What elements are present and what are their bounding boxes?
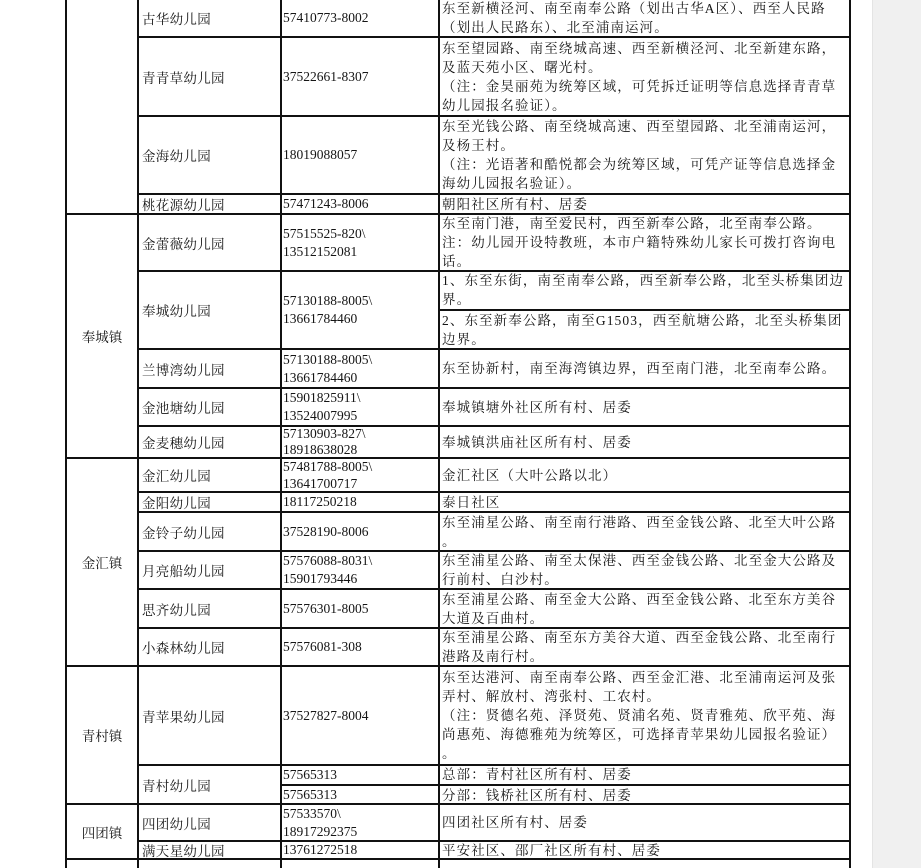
kindergarten-name: 金阳幼儿园 — [137, 493, 280, 513]
phone-cell — [280, 766, 438, 805]
area-line: 分部：钱桥社区所有村、居委 — [442, 787, 632, 803]
phone-number: 37528190-8006 — [283, 523, 369, 539]
page-edge-shadow — [872, 0, 921, 868]
phone-cell — [280, 860, 438, 868]
area-subcell — [440, 765, 849, 784]
phone-cell — [280, 427, 438, 459]
kindergarten-name: 金铃子幼儿园 — [137, 513, 280, 552]
phone-number: 57130188-8005\ — [283, 293, 373, 308]
phone-number: 57130188-8005\ — [283, 351, 373, 367]
town-cell — [65, 860, 137, 868]
phone-number: 13761272518 — [283, 842, 358, 857]
phone-number: 57130903-827\ — [283, 426, 366, 441]
area-line: 金汇社区（大叶公路以北） — [442, 467, 618, 483]
area-cell — [438, 0, 851, 38]
kindergarten-name: 桃花源幼儿园 — [137, 195, 280, 215]
phone-number: 18019088057 — [283, 147, 358, 162]
phone-cell — [280, 38, 438, 117]
table-row — [137, 629, 851, 667]
area-cell — [438, 38, 851, 117]
table-row — [137, 272, 851, 350]
area-line: 东至浦星公路、南至太保港、西至金钱公路、北至金大公路及 — [442, 553, 837, 568]
phone-cell — [280, 215, 438, 272]
area-line: 东至达港河、南至南奉公路、西至金汇港、北至浦南运河及张 — [442, 670, 837, 685]
phone-number: 57576088-8031\ — [283, 553, 373, 568]
phone-number: 15901825911\ — [283, 390, 361, 405]
area-cell — [438, 389, 851, 427]
phone-number: 18117250218 — [283, 494, 357, 509]
town-column — [65, 0, 137, 868]
area-line: 平安社区、邵厂社区所有村、居委 — [442, 842, 661, 858]
kindergarten-name: 古华幼儿园 — [137, 0, 280, 38]
area-line: 东至望园路、南至绕城高速、西至新横泾河、北至新建东路， — [442, 40, 837, 56]
phone-cell — [280, 513, 438, 552]
kindergarten-name: 青苹果幼儿园 — [137, 667, 280, 766]
area-line: （注：光语著和酷悦都会为统筹区域，可凭产证等信息选择金 — [442, 157, 837, 172]
kindergarten-name: 青村幼儿园 — [137, 766, 280, 805]
area-line: （划出人民路东）、北至浦南运河。 — [442, 19, 669, 35]
area-line: 弄村、解放村、湾张村、工农村。 — [442, 689, 661, 704]
area-cell — [438, 860, 851, 868]
phone-number: 37522661-8307 — [283, 68, 369, 84]
kindergarten-name: 小森林幼儿园 — [137, 629, 280, 667]
table-row — [137, 389, 851, 427]
area-line: 四团社区所有村、居委 — [442, 815, 588, 830]
area-cell — [438, 805, 851, 842]
phone-cell — [280, 117, 438, 195]
table-row-partial — [137, 860, 851, 868]
table-body — [137, 0, 851, 868]
phone-cell — [280, 195, 438, 215]
area-line: 东至浦星公路、南至金大公路、西至金钱公路、北至东方美谷 — [442, 591, 837, 607]
kindergarten-name: 金池塘幼儿园 — [137, 389, 280, 427]
phone-number: 37527827-8004 — [283, 707, 369, 723]
table-row — [137, 552, 851, 590]
phone-number: 13512152081 — [283, 243, 358, 259]
area-line: 界。 — [442, 292, 472, 307]
town-cell: 青村镇 — [65, 667, 137, 805]
kindergarten-name: 金麦穗幼儿园 — [137, 427, 280, 459]
area-line: 及杨王村。 — [442, 138, 515, 153]
area-line: 话。 — [442, 254, 472, 269]
area-line: 边界。 — [442, 332, 486, 347]
table-row — [137, 805, 851, 842]
phone-cell — [280, 493, 438, 513]
table-row — [137, 195, 851, 215]
area-line: 奉城镇洪庙社区所有村、居委 — [442, 434, 632, 450]
table-row — [137, 766, 851, 805]
area-cell — [438, 513, 851, 552]
area-cell — [438, 667, 851, 766]
phone-cell — [280, 629, 438, 667]
area-cell — [438, 459, 851, 493]
area-line: 2、东至新奉公路，南至G1503，西至航塘公路，北至头桥集团 — [442, 313, 843, 328]
table-row — [137, 667, 851, 766]
kindergarten-name: 月亮船幼儿园 — [137, 552, 280, 590]
area-line: 泰日社区 — [442, 494, 501, 510]
town-cell: 四团镇 — [65, 805, 137, 860]
kindergarten-name: 满天星幼儿园 — [137, 842, 280, 860]
area-line: 1、东至东街，南至南奉公路，西至新奉公路，北至头桥集团边 — [442, 273, 845, 288]
area-line: 。 — [442, 746, 457, 761]
kindergarten-name: 金海幼儿园 — [137, 117, 280, 195]
phone-number: 57576301-8005 — [283, 600, 369, 616]
area-cell — [438, 590, 851, 629]
table-row — [137, 117, 851, 195]
area-line: 东至协新村，南至海湾镇边界，西至南门港，北至南奉公路。 — [442, 361, 837, 376]
area-cell — [438, 272, 851, 350]
area-line: 朝阳社区所有村、居委 — [442, 196, 588, 212]
phone-number: 15901793446 — [283, 571, 358, 586]
kindergarten-name: 奉城幼儿园 — [137, 272, 280, 350]
area-line: （注：贤德名苑、泽贤苑、贤浦名苑、贤青雅苑、欣平苑、海 — [442, 708, 837, 723]
area-cell — [438, 493, 851, 513]
phone-cell — [280, 350, 438, 389]
area-cell — [438, 215, 851, 272]
phone-number: 13661784460 — [283, 369, 358, 385]
phone-number: 57565313 — [283, 766, 337, 782]
phone-cell — [280, 272, 438, 350]
town-cell: 金汇镇 — [65, 459, 137, 667]
phone-cell — [280, 805, 438, 842]
phone-number: 18917292375 — [283, 823, 358, 839]
phone-cell — [280, 842, 438, 860]
phone-cell — [280, 389, 438, 427]
kindergarten-name: 金汇幼儿园 — [137, 459, 280, 493]
area-line: 总部：青村社区所有村、居委 — [442, 766, 632, 782]
phone-cell — [280, 552, 438, 590]
phone-subcell — [282, 766, 438, 784]
area-cell — [438, 629, 851, 667]
table-row — [137, 513, 851, 552]
area-line: 行前村、白沙村。 — [442, 572, 559, 587]
table-row — [137, 38, 851, 117]
table-row — [137, 350, 851, 389]
area-cell — [438, 552, 851, 590]
kindergarten-name: 青青草幼儿园 — [137, 38, 280, 117]
table-row — [137, 590, 851, 629]
kindergarten-name: 兰博湾幼儿园 — [137, 350, 280, 389]
area-cell — [438, 195, 851, 215]
area-line: 东至新横泾河、南至南奉公路（划出古华A区）、西至人民路 — [442, 0, 826, 16]
phone-number: 13524007995 — [283, 408, 358, 423]
area-line: 东至浦星公路、南至南行港路、西至金钱公路、北至大叶公路 — [442, 514, 837, 530]
area-cell — [438, 117, 851, 195]
table-row — [137, 842, 851, 860]
area-subcell — [440, 271, 849, 309]
phone-cell — [280, 0, 438, 38]
kindergarten-enrollment-table — [65, 0, 851, 868]
area-line: 大道及百曲村。 — [442, 610, 545, 626]
phone-number: 57533570\ — [283, 805, 341, 821]
phone-number: 57481788-8005\ — [283, 459, 373, 474]
table-row — [137, 493, 851, 513]
area-line: 东至南门港，南至爱民村，西至新奉公路，北至南奉公路。 — [442, 216, 822, 231]
table-row — [137, 0, 851, 38]
area-line: （注：金昊丽苑为统筹区域，可凭拆迁证明等信息选择青青草 — [442, 78, 837, 94]
phone-subcell — [282, 784, 438, 804]
area-line: 港路及南行村。 — [442, 649, 545, 664]
area-line: 及蓝天苑小区、曙光村。 — [442, 59, 603, 75]
kindergarten-name: 金蕾薇幼儿园 — [137, 215, 280, 272]
table-row — [137, 215, 851, 272]
area-line: 尚惠苑、海德雅苑为统筹区，可选择青苹果幼儿园报名验证） — [442, 727, 837, 742]
kindergarten-name: 四团幼儿园 — [137, 805, 280, 842]
phone-number: 57471243-8006 — [283, 196, 369, 211]
area-line: 东至浦星公路、南至东方美谷大道、西至金钱公路、北至南行 — [442, 630, 837, 645]
phone-cell — [280, 590, 438, 629]
phone-cell — [280, 667, 438, 766]
phone-number: 57565313 — [283, 786, 337, 802]
phone-number: 57410773-8002 — [283, 9, 369, 25]
phone-number: 13641700717 — [283, 476, 358, 491]
area-cell — [438, 427, 851, 459]
phone-cell — [280, 459, 438, 493]
town-cell: 奉城镇 — [65, 215, 137, 459]
table-row — [137, 427, 851, 459]
area-line: 。 — [442, 533, 457, 549]
area-cell — [438, 766, 851, 805]
area-subcell — [440, 309, 849, 349]
phone-number: 57576081-308 — [283, 639, 362, 654]
area-line: 注：幼儿园开设特教班，本市户籍特殊幼儿家长可拨打咨询电 — [442, 235, 837, 250]
town-cell — [65, 0, 137, 215]
table-row — [137, 459, 851, 493]
kindergarten-name: 思齐幼儿园 — [137, 590, 280, 629]
area-subcell — [440, 784, 849, 805]
area-line: 东至光钱公路、南至绕城高速、西至望园路、北至浦南运河， — [442, 119, 837, 134]
kindergarten-name — [137, 860, 280, 868]
phone-number: 18918638028 — [283, 442, 358, 457]
area-cell — [438, 842, 851, 860]
area-line: 幼儿园报名验证）。 — [442, 97, 567, 113]
area-cell — [438, 350, 851, 389]
phone-number: 57515525-820\ — [283, 225, 366, 241]
area-line: 奉城镇塘外社区所有村、居委 — [442, 399, 632, 415]
phone-number: 13661784460 — [283, 311, 358, 326]
area-line: 海幼儿园报名验证）。 — [442, 176, 582, 191]
